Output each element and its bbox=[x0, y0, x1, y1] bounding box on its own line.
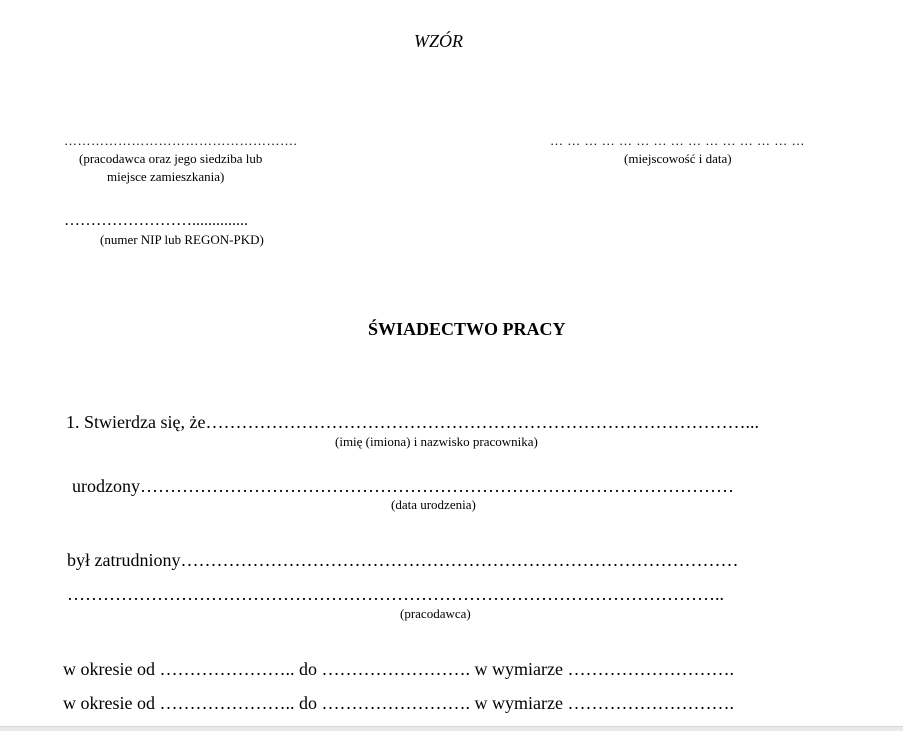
employer-line: ……………………………………………………………………………………………….. bbox=[67, 584, 724, 604]
employer-caption-line1: (pracodawca oraz jego siedziba lub bbox=[79, 151, 263, 166]
place-date-caption: (miejscowość i data) bbox=[624, 151, 732, 166]
nip-caption: (numer NIP lub REGON-PKD) bbox=[100, 232, 264, 247]
birth-date-line: urodzony……………………………………………………………………………………… bbox=[72, 476, 734, 496]
employer-dots: ……………………………………………. bbox=[64, 133, 298, 148]
place-date-dots: … … … … … … … … … … … … … … … bbox=[550, 133, 805, 148]
period-row: w okresie od ………………….. do ……………………. w wymiarze ………………………. bbox=[63, 693, 734, 713]
page-bottom-edge bbox=[0, 726, 903, 731]
employer-caption-line2: miejsce zamieszkania) bbox=[107, 169, 225, 184]
birth-date-caption: (data urodzenia) bbox=[391, 497, 476, 512]
document-heading: ŚWIADECTWO PRACY bbox=[368, 319, 566, 339]
employee-name-line: 1. Stwierdza się, że………………………………………………………………………………... bbox=[66, 412, 759, 432]
employee-name-caption: (imię (imiona) i nazwisko pracownika) bbox=[335, 434, 538, 449]
employed-line: był zatrudniony………………………………………………………………………………… bbox=[67, 550, 739, 570]
employer-line-caption: (pracodawca) bbox=[400, 606, 471, 621]
nip-dots: …………………….............. bbox=[64, 212, 248, 229]
period-row: w okresie od ………………….. do ……………………. w wymiarze ………………………. bbox=[63, 659, 734, 679]
document-wzor-label: WZÓR bbox=[414, 31, 463, 51]
